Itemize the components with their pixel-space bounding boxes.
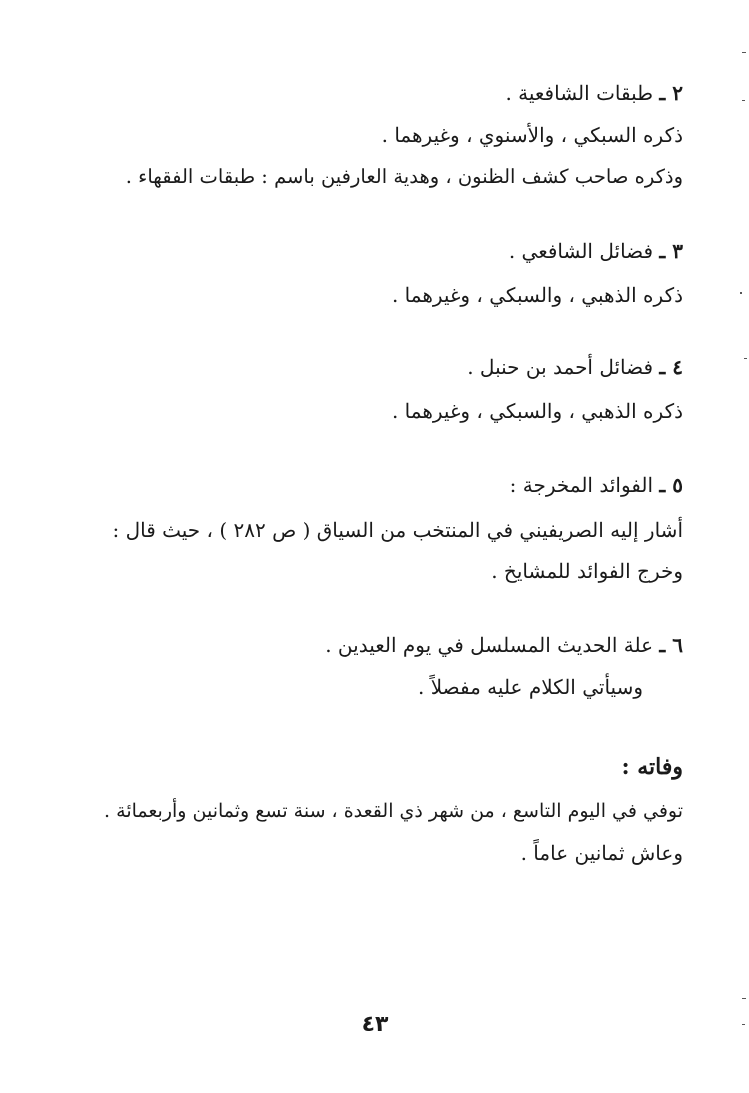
item-number: ٥ ـ	[659, 473, 683, 497]
text-line: ذكره الذهبي ، والسبكي ، وغيرهما .	[391, 399, 683, 423]
item-title: فضائل الشافعي .	[508, 239, 654, 263]
text-line: وعاش ثمانين عاماً .	[520, 841, 683, 865]
item-number: ٢ ـ	[659, 81, 683, 105]
text-line: ذكره السبكي ، والأسنوي ، وغيرهما .	[381, 123, 683, 147]
item-3-heading	[383, 236, 683, 266]
scan-mark	[742, 100, 745, 101]
scan-mark	[740, 292, 742, 294]
item-number: ٦ ـ	[659, 633, 683, 657]
item-5-heading	[383, 470, 683, 500]
text-line: توفي في اليوم التاسع ، من شهر ذي القعدة ، سنة تسع وثمانين وأربعمائة .	[104, 800, 683, 822]
item-2-heading	[383, 78, 683, 108]
text-line: وذكره صاحب كشف الظنون ، وهدية العارفين باسم : طبقات الفقهاء .	[125, 165, 683, 188]
item-6-heading	[303, 630, 683, 660]
page-number: ٤٣	[361, 1012, 389, 1037]
text-line: وسيأتي الكلام عليه مفصلاً .	[418, 675, 643, 699]
scan-mark	[742, 998, 746, 999]
item-number: ٣ ـ	[659, 239, 683, 263]
item-title: علة الحديث المسلسل في يوم العيدين .	[325, 633, 654, 657]
text-line: ذكره الذهبي ، والسبكي ، وغيرهما .	[391, 283, 683, 307]
item-title: الفوائد المخرجة :	[509, 473, 654, 497]
text-line: أشار إليه الصريفيني في المنتخب من السياق ( ص ٢٨٢ ) ، حيث قال :	[112, 518, 683, 542]
scan-mark	[742, 52, 746, 53]
item-title: طبقات الشافعية .	[505, 81, 654, 105]
section-heading-death: وفاته :	[621, 754, 683, 780]
text-line: وخرج الفوائد للمشايخ .	[491, 559, 683, 583]
scan-mark	[744, 358, 747, 359]
item-number: ٤ ـ	[659, 355, 683, 379]
item-4-heading	[383, 352, 683, 382]
item-title: فضائل أحمد بن حنبل .	[467, 355, 654, 379]
scan-mark	[742, 1024, 745, 1025]
